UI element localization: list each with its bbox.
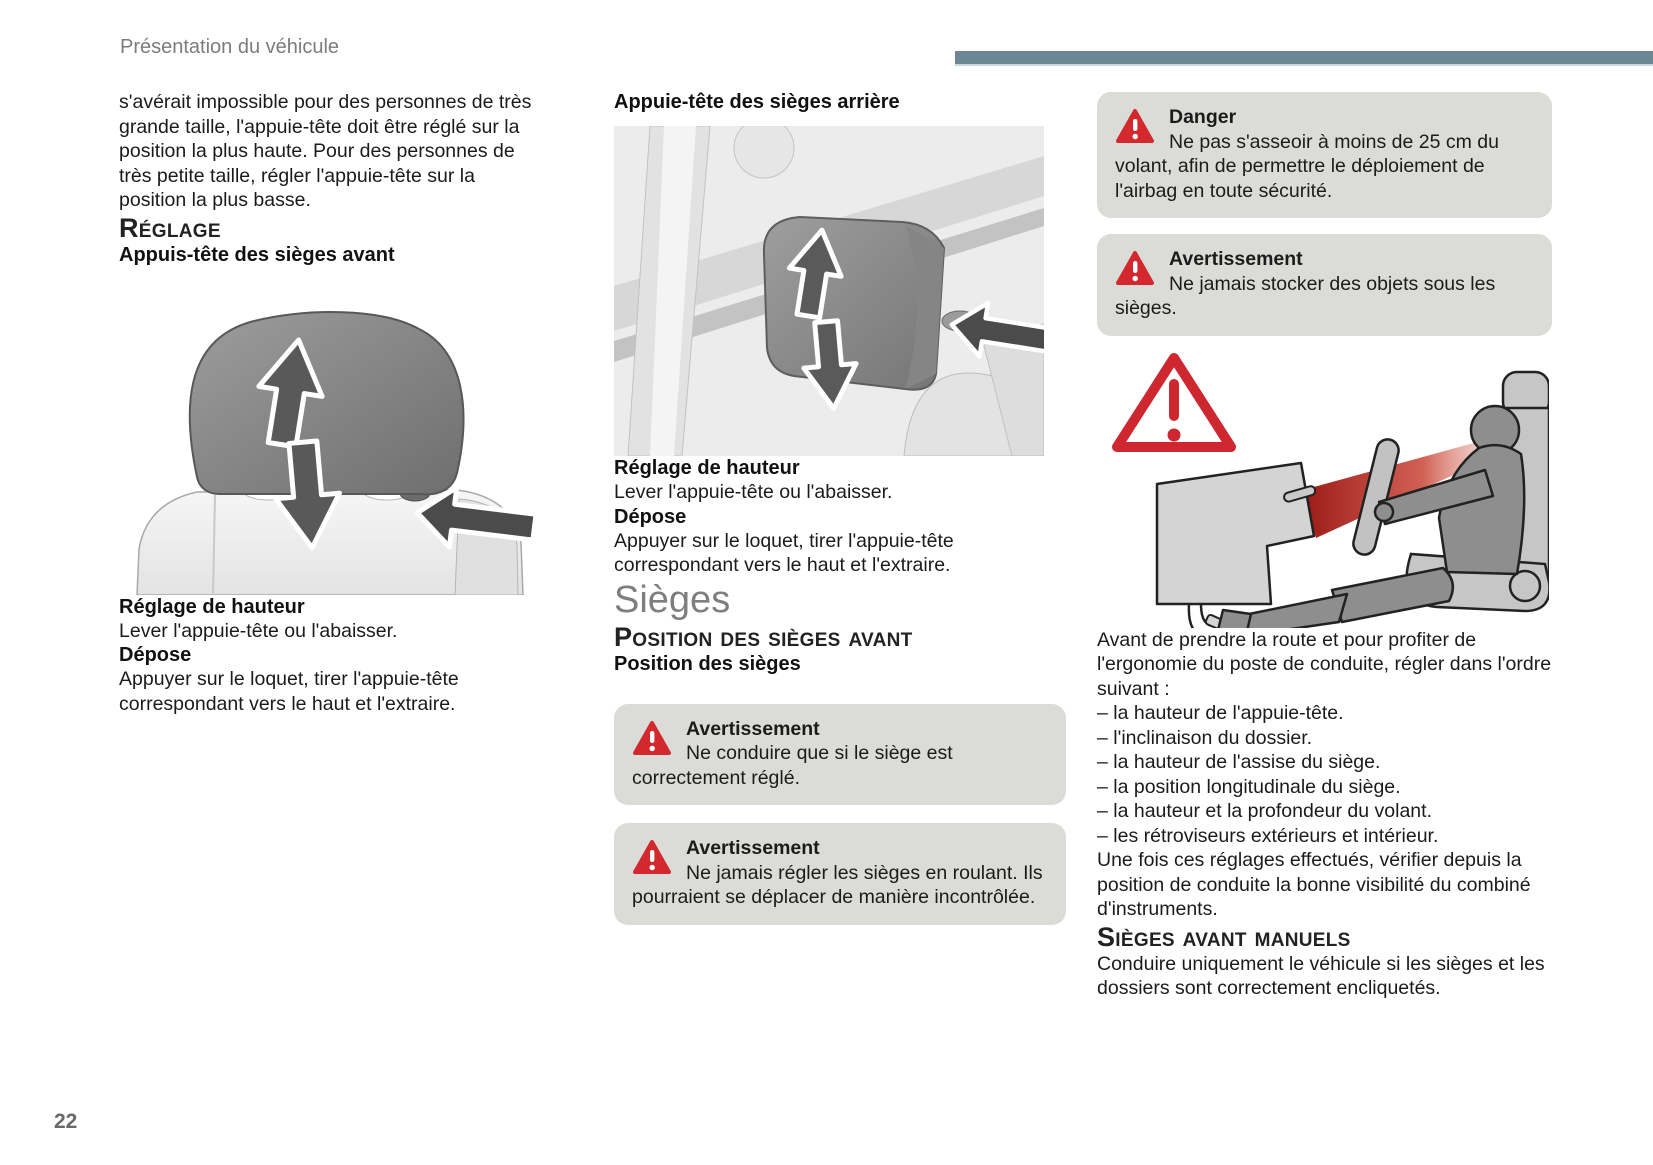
warning-triangle-icon <box>632 720 672 757</box>
subheading-position-des-sieges: Position des sièges <box>614 652 801 675</box>
height-adjust-heading: Réglage de hauteur <box>614 457 800 479</box>
warning-box <box>1097 234 1552 336</box>
list-item: – les rétroviseurs extérieurs et intérieur. <box>1097 824 1439 847</box>
column-right <box>1097 90 1552 1001</box>
front-headrest-illustration <box>119 287 543 595</box>
driving-position-illustration <box>1097 344 1549 628</box>
warning-box <box>614 823 1066 925</box>
warning-text: Ne jamais régler les sièges en roulant. Ils pourraient se déplacer de manière incontrôlée. <box>632 861 1043 908</box>
chapter-title-sieges: Sièges <box>614 578 731 621</box>
removal-heading: Dépose <box>119 644 192 666</box>
page-number: 22 <box>54 1110 78 1133</box>
list-item: – l'inclinaison du dossier. <box>1097 726 1313 749</box>
rear-headrest-illustration <box>614 126 1044 456</box>
subheading-rear-headrests: Appuie-tête des sièges arrière <box>614 91 900 113</box>
warning-title: Avertissement <box>686 837 820 859</box>
ergonomics-intro: Avant de prendre la route et pour profiter de l'ergonomie du poste de conduite, régler dans l'ordre suivant : <box>1097 628 1552 700</box>
warning-title: Avertissement <box>1169 248 1303 270</box>
height-adjust-text: Lever l'appuie-tête ou l'abaisser. <box>119 619 398 642</box>
warning-triangle-icon <box>1115 108 1155 145</box>
header-accent-bar <box>955 51 1653 66</box>
list-item: – la hauteur et la profondeur du volant. <box>1097 800 1432 822</box>
list-item: – la position longitudinale du siège. <box>1097 775 1401 798</box>
height-adjust-heading: Réglage de hauteur <box>119 595 305 618</box>
height-adjust-text: Lever l'appuie-tête ou l'abaisser. <box>614 481 893 503</box>
list-item: – la hauteur de l'appuie-tête. <box>1097 702 1344 724</box>
manual-seats-text: Conduire uniquement le véhicule si les sièges et les dossiers sont correctement encliquetés. <box>1097 952 1545 999</box>
page-header: Présentation du véhicule <box>120 36 340 58</box>
ergonomics-outro: Une fois ces réglages effectués, vérifier depuis la position de conduite la bonne visibilité du combiné d'instruments. <box>1097 849 1531 920</box>
list-item: – la hauteur de l'assise du siège. <box>1097 751 1381 773</box>
warning-text: Ne conduire que si le siège est correctement réglé. <box>632 742 953 789</box>
warning-title: Avertissement <box>686 717 820 740</box>
warning-box <box>614 704 1066 806</box>
column-left <box>119 90 543 716</box>
section-title-position-sieges-avant: Position des sièges avant <box>614 621 913 652</box>
intro-paragraph: s'avérait impossible pour des personnes de très grande taille, l'appuie-tête doit être réglé sur la position la plus haute. Pour des personnes de très petite taille, régler l'appuie-tête sur la position la plus basse. <box>119 91 532 211</box>
section-title-sieges-avant-manuels: Sièges avant manuels <box>1097 921 1351 952</box>
column-middle <box>614 90 1066 925</box>
removal-text: Appuyer sur le loquet, tirer l'appuie-tête correspondant vers le haut et l'extraire. <box>119 668 459 715</box>
warning-text: Ne jamais stocker des objets sous les sièges. <box>1115 272 1496 319</box>
warning-triangle-icon <box>1117 358 1231 447</box>
ergonomics-list <box>1097 701 1552 848</box>
section-title-reglage: Réglage <box>119 212 221 243</box>
danger-box <box>1097 92 1552 218</box>
danger-title: Danger <box>1169 106 1237 128</box>
danger-text: Ne pas s'asseoir à moins de 25 cm du volant, afin de permettre le déploiement de l'airbag en toute sécurité. <box>1115 130 1499 202</box>
warning-triangle-icon <box>1115 250 1155 287</box>
dashboard <box>1157 463 1314 604</box>
removal-heading: Dépose <box>614 505 687 528</box>
removal-text: Appuyer sur le loquet, tirer l'appuie-tête correspondant vers le haut et l'extraire. <box>614 529 954 576</box>
warning-triangle-icon <box>632 839 672 876</box>
front-headrest <box>190 312 464 494</box>
subheading-front-headrests: Appuis-tête des sièges avant <box>119 243 395 266</box>
